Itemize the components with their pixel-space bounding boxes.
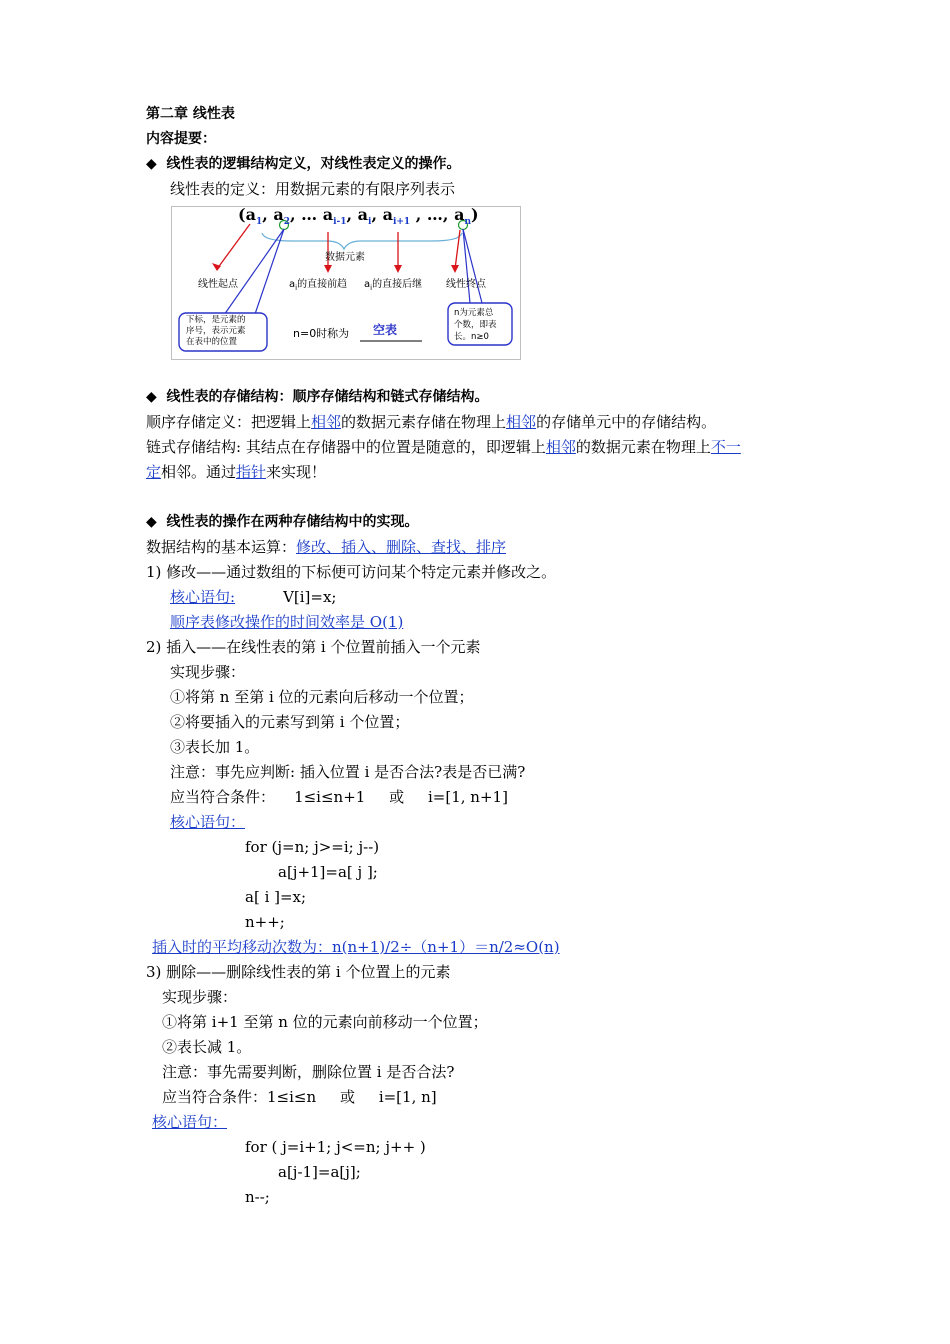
succ-label: $a_i$的直接后继	[364, 279, 423, 292]
bullet-3	[146, 512, 419, 532]
n0-text: n=0时称为	[293, 327, 350, 340]
definition-line: 线性表的定义：用数据元素的有限序列表示	[170, 180, 456, 198]
delete-title: 3) 删除——删除线性表的第 i 个位置上的元素	[146, 963, 451, 981]
empty-list-label: 空表	[373, 323, 398, 337]
link-not-necessarily[interactable]: 不一	[710, 438, 741, 456]
paren-close: )	[470, 205, 479, 224]
elem-ai+1: a	[382, 205, 393, 224]
insert-condition: 应当符合条件： 1≤i≤n+1 或 i=[1, n+1]	[170, 788, 508, 806]
insert-core-label[interactable]: 核心语句：	[170, 813, 246, 831]
insert-code-1: for (j=n; j>=i; j--)	[245, 838, 380, 856]
dots-1: …	[301, 205, 318, 224]
link-adjacent[interactable]: 相邻	[311, 413, 342, 431]
brace-shape	[262, 233, 462, 249]
insert-step-3: ③表长加 1。	[170, 738, 260, 756]
elem-ai: a	[357, 205, 369, 224]
delete-step-2: ②表长减 1。	[162, 1038, 252, 1056]
bullet-3-text: 线性表的操作在两种存储结构中的实现。	[166, 514, 419, 530]
diamond-bullet-icon: ◆	[146, 156, 157, 172]
elem-a2: a	[273, 205, 284, 224]
arrow-start	[217, 224, 250, 269]
insert-code-3: a[ i ]=x;	[245, 888, 307, 906]
insert-code-2: a[j+1]=a[ j ];	[278, 863, 378, 881]
modify-efficiency[interactable]: 顺序表修改操作的时间效率是 O(1)	[170, 613, 404, 631]
bullet-2	[146, 387, 489, 407]
delete-condition: 应当符合条件：1≤i≤n 或 i=[1, n]	[162, 1088, 437, 1106]
link-pointer[interactable]: 指针	[236, 463, 267, 481]
sub-2: 2	[283, 217, 290, 228]
arrow-end	[455, 230, 460, 269]
insert-code-4: n++;	[245, 913, 285, 931]
basic-ops: 数据结构的基本运算：修改、插入、删除、查找、排序	[146, 538, 507, 556]
bullet-1	[146, 154, 461, 174]
sub-1: 1	[255, 217, 263, 228]
diamond-bullet-icon: ◆	[146, 514, 157, 530]
insert-title: 2) 插入——在线性表的第 i 个位置前插入一个元素	[146, 638, 481, 656]
data-element-label: 数据元素	[325, 252, 365, 263]
insert-steps-label: 实现步骤：	[170, 663, 246, 681]
insert-step-1: ①将第 n 至第 i 位的元素向后移动一个位置；	[170, 688, 474, 706]
delete-core-label[interactable]: 核心语句：	[152, 1113, 228, 1131]
sub-n: n	[464, 217, 471, 228]
sequence-row: ($a_1$, $a_2$, … $a_{i-1}$, $a_i$, $a_{i+1}$ , …, $a_n$)	[238, 205, 479, 228]
delete-code-3: n--;	[245, 1188, 270, 1206]
delete-note: 注意：事先需要判断，删除位置 i 是否合法?	[162, 1063, 455, 1081]
sub-i-1: i-1	[333, 217, 347, 228]
modify-title: 1) 修改——通过数组的下标便可访问某个特定元素并修改之。	[146, 563, 557, 581]
modify-core: 核心语句: V[i]=x;	[170, 588, 337, 606]
insert-average[interactable]: 插入时的平均移动次数为：n(n+1)/2÷（n+1）＝n/2≈O(n)	[152, 938, 560, 956]
delete-code-2: a[j-1]=a[j];	[278, 1163, 361, 1181]
link-not-necessarily-2[interactable]: 定	[146, 463, 162, 481]
summary-label: 内容提要：	[146, 131, 216, 147]
insert-note: 注意：事先应判断: 插入位置 i 是否合法?表是否已满?	[170, 763, 526, 781]
delete-code-1: for ( j=i+1; j<=n; j++ )	[245, 1138, 426, 1156]
bullet-1-text: 线性表的逻辑结构定义，对线性表定义的操作。	[166, 156, 461, 172]
link-adjacent-2[interactable]: 相邻	[506, 413, 537, 431]
elem-an: a	[454, 205, 465, 224]
diamond-bullet-icon: ◆	[146, 389, 157, 405]
sub-i+1: i+1	[392, 217, 411, 228]
start-label: 线性起点	[198, 279, 238, 290]
insert-step-2: ②将要插入的元素写到第 i 个位置；	[170, 713, 410, 731]
end-label: 线性终点	[446, 279, 486, 290]
delete-step-1: ①将第 i+1 至第 n 位的元素向前移动一个位置；	[162, 1013, 488, 1031]
elem-a1: a	[245, 205, 256, 224]
link-core-modify[interactable]: 核心语句:	[170, 588, 236, 606]
bullet-2-text: 线性表的存储结构：顺序存储结构和链式存储结构。	[166, 389, 489, 405]
linear-list-diagram	[171, 206, 521, 360]
paren-open: (	[238, 205, 246, 224]
link-definition-1: 链式存储结构: 其结点在存储器中的位置是随意的，即逻辑上相邻的数据元素在物理上不一	[146, 438, 741, 456]
box-left-text: 下标，是元素的 序号，表示元素 在表中的位置	[186, 315, 246, 347]
chapter-title: 第二章 线性表	[146, 106, 235, 122]
sub-i: i	[368, 217, 372, 228]
seq-definition: 顺序存储定义：把逻辑上相邻的数据元素存储在物理上相邻的存储单元中的存储结构。	[146, 413, 717, 431]
pred-label: $a_i$的直接前趋	[289, 279, 348, 292]
link-definition-2: 定相邻。通过指针来实现！	[146, 463, 327, 481]
link-ops[interactable]: 修改、插入、删除、查找、排序	[296, 538, 507, 556]
elem-ai-1: a	[322, 205, 334, 224]
dots-2: …	[426, 205, 443, 224]
box-right-text: n为元素总 个数，即表 长。n≥0	[454, 308, 497, 342]
link-adjacent-3[interactable]: 相邻	[545, 438, 576, 456]
delete-steps-label: 实现步骤：	[162, 988, 238, 1006]
